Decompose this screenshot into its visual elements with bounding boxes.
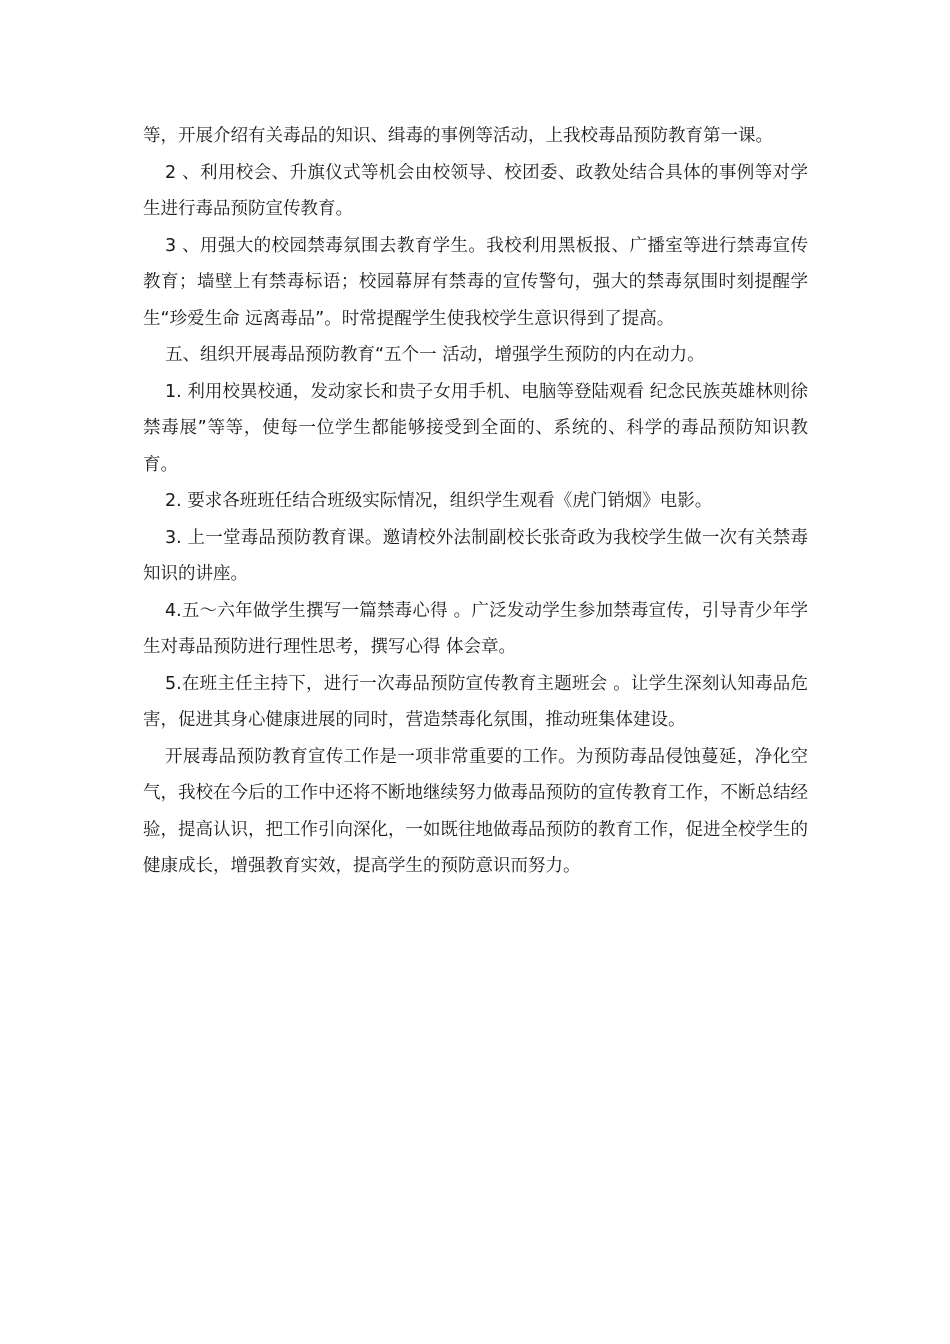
paragraph-item-2: 2 、利用校会、升旗仪式等机会由校领导、校团委、政教处结合具体的事例等对学生进行毒品预防宣传教育。	[143, 162, 808, 219]
list-item-5: 5.在班主任主持下，进行一次毒品预防宣传教育主题班会 。让学生深刻认知毒品危害，促进其身心健康进展的同时，营造禁毒化氛围，推动班集体建设。	[143, 673, 808, 730]
list-item-1: 1. 利用校異校通，发动家长和贵子女用手机、电脑等登陆观看 纪念民族英雄林则徐禁毒展”等等，使每一位学生都能够接受到全面的、系统的、科学的毒品预防知识教育。	[143, 381, 808, 475]
list-item-2: 2. 要求各班班任结合班级实际情况，组织学生观看《虎门销烟》电影。	[165, 491, 713, 511]
closing-paragraph: 开展毒品预防教育宣传工作是一项非常重要的工作。为预防毒品侵蚀蔓延，净化空气，我校在今后的工作中还将不断地继续努力做毒品预防的宣传教育工作，不断总结经验，提高认识，把工作引向深化，一如既往地做毒品预防的教育工作，促进全校学生的健康成长，增强教育实效，提高学生的预防意识而努力。	[143, 746, 808, 876]
list-item-3: 3. 上一堂毒品预防教育课。邀请校外法制副校长张奇政为我校学生做一次有关禁毒知识的讲座。	[143, 527, 808, 584]
list-item-4: 4.五～六年做学生撰写一篇禁毒心得 。广泛发动学生参加禁毒宣传，引导青少年学生对毒品预防进行理性思考，撰写心得 体会章。	[143, 600, 808, 657]
document-body	[143, 118, 808, 885]
paragraph-item-3: 3 、用强大的校园禁毒氛围去教育学生。我校利用黑板报、广播室等进行禁毒宣传教育；墙壁上有禁毒标语；校园幕屏有禁毒的宣传警句，强大的禁毒氛围时刻提醒学生“珍爱生命 远离毒品”。时常提醒学生使我校学生意识得到了提高。	[143, 235, 808, 329]
paragraph-continuation: 等，开展介绍有关毒品的知识、缉毒的事例等活动，上我校毒品预防教育第一课。	[143, 126, 773, 146]
section-heading-five: 五、组织开展毒品预防教育“五个一 活动，增强学生预防的内在动力。	[165, 345, 705, 365]
